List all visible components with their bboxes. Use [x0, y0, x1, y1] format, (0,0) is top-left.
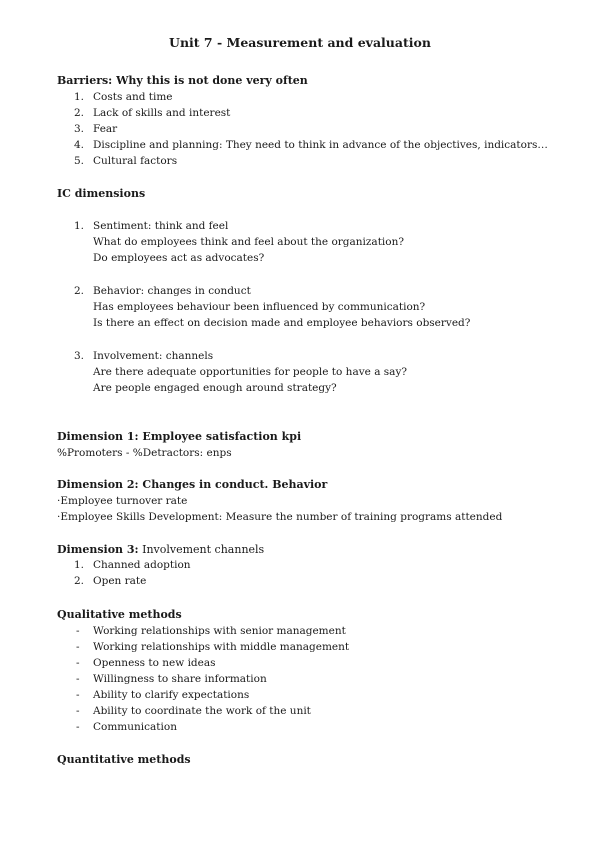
list-item: Open rate [93, 575, 147, 587]
list-number: 2. [73, 575, 84, 587]
list-subitem: Do employees act as advocates? [93, 252, 265, 264]
list-item: Ability to coordinate the work of the unit [93, 705, 311, 717]
list-dash: - [76, 625, 80, 637]
list-item: Sentiment: think and feel [93, 220, 229, 232]
quantitative-methods-heading: Quantitative methods [57, 753, 191, 766]
list-item: Costs and time [93, 91, 173, 103]
dimension-2-line: ·Employee Skills Development: Measure the number of training programs attended [57, 511, 503, 523]
ic-dimensions-heading: IC dimensions [57, 187, 146, 200]
dimension-3-heading-bold: Dimension 3: [57, 543, 139, 556]
list-item: Behavior: changes in conduct [93, 285, 251, 297]
list-number: 3. [73, 350, 84, 362]
list-subitem: Has employees behaviour been influenced by communication? [93, 301, 426, 313]
list-number: 2. [73, 107, 84, 119]
list-number: 1. [73, 91, 84, 103]
qualitative-methods-heading: Qualitative methods [57, 608, 182, 621]
dimension-2-line: ·Employee turnover rate [57, 495, 188, 507]
dimension-3-heading-rest: Involvement channels [138, 543, 265, 556]
list-number: 3. [73, 123, 84, 135]
list-item: Working relationships with middle management [93, 641, 350, 653]
list-item: Cultural factors [93, 155, 178, 167]
list-number: 1. [73, 220, 84, 232]
list-item: Fear [93, 123, 118, 135]
list-dash: - [76, 657, 80, 669]
dimension-1-text: %Promoters - %Detractors: enps [57, 447, 232, 459]
dimension-3-heading [57, 543, 264, 556]
dimension-1-heading: Dimension 1: Employee satisfaction kpi [57, 430, 302, 443]
list-dash: - [76, 641, 80, 653]
list-subitem: Are there adequate opportunities for people to have a say? [93, 366, 408, 378]
dimension-2-heading: Dimension 2: Changes in conduct. Behavior [57, 478, 328, 491]
list-number: 4. [73, 139, 84, 151]
list-number: 1. [73, 559, 84, 571]
list-item: Willingness to share information [93, 673, 267, 685]
list-subitem: What do employees think and feel about the organization? [93, 236, 404, 248]
list-dash: - [76, 721, 80, 733]
list-subitem: Are people engaged enough around strategy? [93, 382, 337, 394]
list-subitem: Is there an effect on decision made and employee behaviors observed? [93, 317, 471, 329]
list-dash: - [76, 705, 80, 717]
list-item: Working relationships with senior management [93, 625, 346, 637]
list-item: Involvement: channels [93, 350, 214, 362]
list-item: Ability to clarify expectations [93, 689, 250, 701]
list-item: Communication [93, 721, 177, 733]
list-item: Lack of skills and interest [93, 107, 231, 119]
barriers-heading: Barriers: Why this is not done very often [57, 74, 308, 87]
list-number: 5. [73, 155, 84, 167]
list-dash: - [76, 689, 80, 701]
list-item: Discipline and planning: They need to think in advance of the objectives, indicators… [93, 139, 548, 151]
list-number: 2. [73, 285, 84, 297]
list-item: Channed adoption [93, 559, 191, 571]
page-title: Unit 7 - Measurement and evaluation [169, 35, 431, 50]
list-item: Openness to new ideas [93, 657, 216, 669]
list-dash: - [76, 673, 80, 685]
